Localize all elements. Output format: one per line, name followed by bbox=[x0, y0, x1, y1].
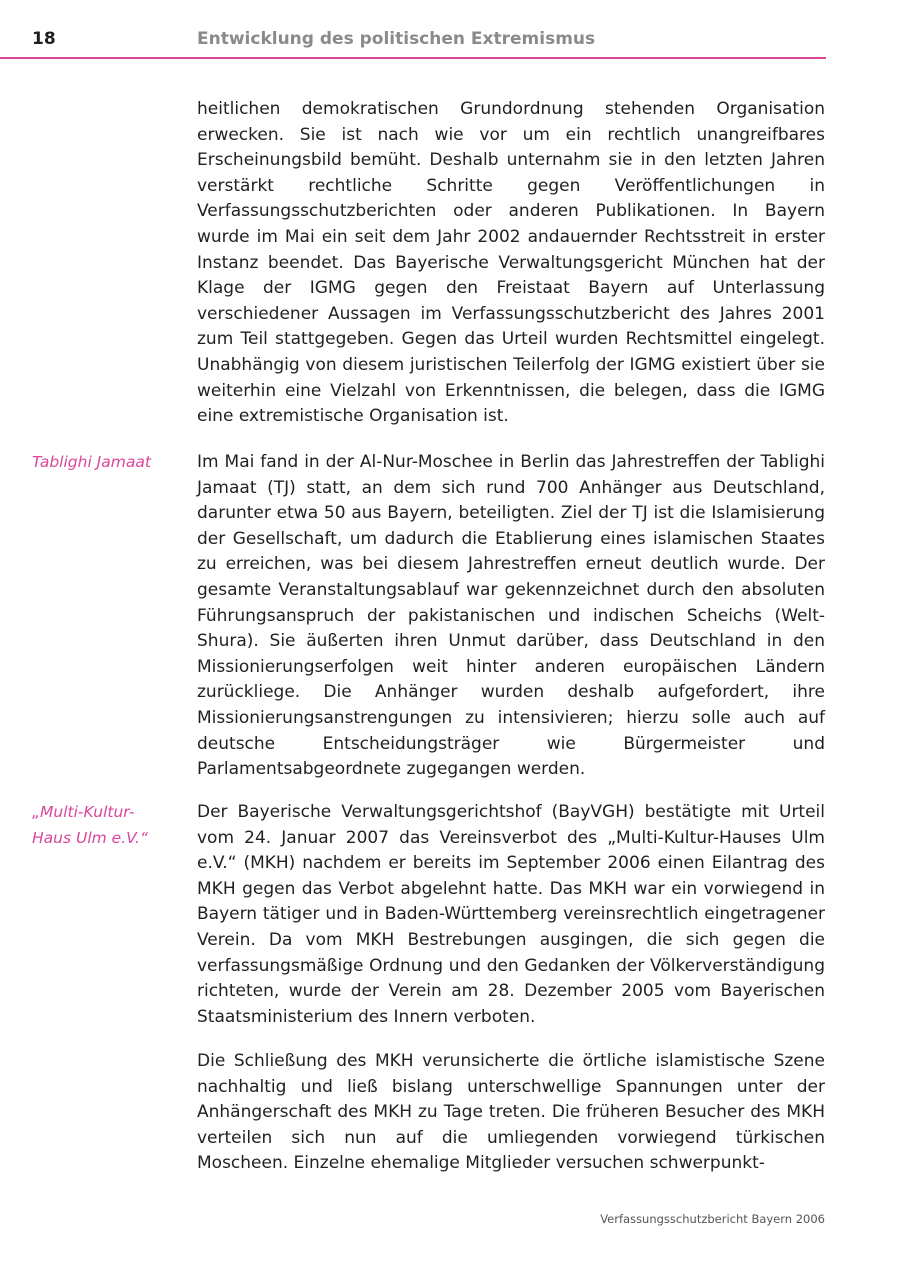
paragraph-igmg: heitlichen demokratischen Grundordnung stehenden Organisation erwecken. Sie ist nach wie vor um ein rechtlich unangreifbares Erscheinungsbild bemüht. Deshalb unternahm sie in den letzten Jahren verstärkt rechtliche Schritte gegen Veröffentlichungen in Verfassungsschutzberichten oder anderen Publikationen. In Bayern wurde im Mai ein seit dem Jahr 2002 andauernder Rechtsstreit in erster Instanz beendet. Das Bayerische Verwaltungsgericht München hat der Klage der IGMG gegen den Freistaat Bayern auf Unterlassung verschiedener Aussagen im Verfassungsschutzbericht des Jahres 2001 zum Teil stattgegeben. Gegen das Urteil wurden Rechtsmittel eingelegt. Unabhängig von diesem juristischen Teilerfolg der IGMG existiert über sie weiterhin eine Vielzahl von Erkenntnissen, die belegen, dass die IGMG eine extremistische Organisation ist. bbox=[197, 99, 825, 427]
footer-reference: Verfassungsschutzbericht Bayern 2006 bbox=[600, 1212, 825, 1226]
paragraph-mkh-closure: Die Schließung des MKH verunsicherte die örtliche islamistische Szene nachhaltig und ließ bislang unterschwellige Spannungen unter der Anhängerschaft des MKH zu Tage treten. Die früheren Besucher des MKH verteilen sich nun auf die umliegenden vorwiegend türkischen Moscheen. Einzelne ehemalige Mitglieder versuchen schwerpunkt- bbox=[197, 1051, 825, 1174]
paragraph-multi-kultur-haus: Der Bayerische Verwaltungsgerichtshof (BayVGH) bestätigte mit Urteil vom 24. Januar 2007 das Vereinsverbot des „Multi-Kultur-Hauses Ulm e.V.“ (MKH) nachdem er bereits im September 2006 einen Eilantrag des MKH gegen das Verbot abgelehnt hatte. Das MKH war ein vorwiegend in Bayern tätiger und in Baden-Württemberg vereinsrechtlich eingetragener Verein. Da vom MKH Bestrebungen ausgingen, die sich gegen die verfassungsmäßige Ordnung und den Gedanken der Völkerverständigung richteten, wurde der Verein am 28. Dezember 2005 vom Bayerischen Staatsministerium des Innern verboten. bbox=[197, 802, 825, 1027]
margin-note-tablighi-jamaat: Tablighi Jamaat bbox=[32, 453, 151, 471]
page-header bbox=[0, 0, 826, 59]
running-title: Entwicklung des politischen Extremismus bbox=[197, 29, 596, 49]
margin-note-multi-kultur-haus: „Multi-Kultur- Haus Ulm e.V.“ bbox=[32, 803, 148, 847]
page-number: 18 bbox=[32, 29, 56, 49]
paragraph-tablighi-jamaat: Im Mai fand in der Al-Nur-Moschee in Berlin das Jahrestreffen der Tablighi Jamaat (TJ) statt, an dem sich rund 700 Anhänger aus Deutschland, darunter etwa 50 aus Bayern, beteiligten. Ziel der TJ ist die Islamisierung der Gesellschaft, um dadurch die Etablierung eines islamischen Staates zu erreichen, was bei diesem Jahrestreffen erneut deutlich wurde. Der gesamte Veranstaltungsablauf war gekennzeichnet durch den absoluten Führungsanspruch der pakistanischen und indischen Scheichs (Welt-Shura). Sie äußerten ihren Unmut darüber, dass Deutschland in den Missionierungserfolgen weit hinter anderen europäischen Ländern zurückliege. Die Anhänger wurden deshalb aufgefordert, ihre Missionierungsanstrengungen zu intensivieren; hierzu solle auch auf deutsche Entscheidungsträger wie Bürgermeister und Parlamentsabgeordnete zugegangen werden. bbox=[197, 452, 825, 780]
